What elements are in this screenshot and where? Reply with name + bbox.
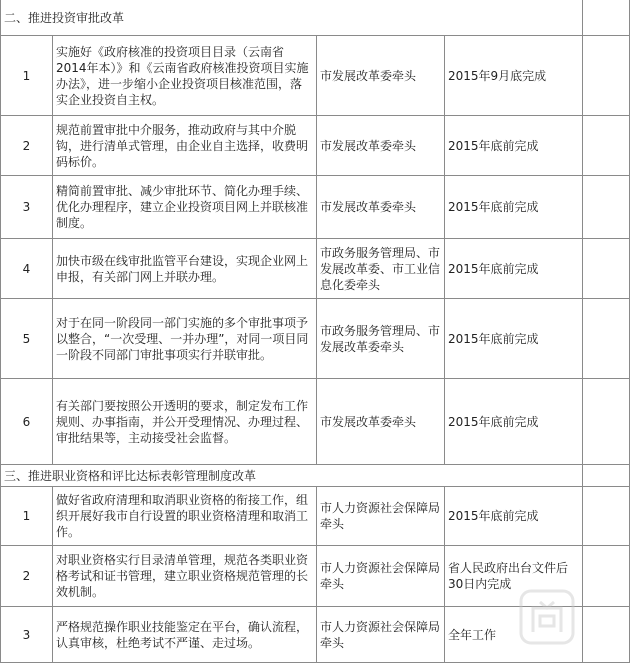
table-row xyxy=(1,116,630,176)
responsible-dept: 市政务服务管理局、市发展改革委牵头 xyxy=(317,299,445,379)
task-text: 对于在同一阶段同一部门实施的多个审批事项予以整合，“一次受理、一并办理”，对同一项目同一阶段不同部门审批事项实行并联审批。 xyxy=(53,299,317,379)
table-row xyxy=(1,36,630,116)
row-number: 5 xyxy=(1,299,53,379)
empty-cell xyxy=(583,116,630,176)
empty-cell xyxy=(583,36,630,116)
deadline: 2015年底前完成 xyxy=(445,299,583,379)
responsible-dept: 市人力资源社会保障局牵头 xyxy=(317,487,445,546)
responsible-dept: 市人力资源社会保障局牵头 xyxy=(317,607,445,663)
table-row xyxy=(1,299,630,379)
task-text: 严格规范操作职业技能鉴定在平台，确认流程，认真审核，杜绝考试不严谨、走过场。 xyxy=(53,607,317,663)
responsible-dept: 市发展改革委牵头 xyxy=(317,379,445,465)
responsible-dept: 市发展改革委牵头 xyxy=(317,36,445,116)
empty-cell xyxy=(583,0,630,36)
empty-cell xyxy=(583,299,630,379)
table-row xyxy=(1,239,630,299)
deadline: 2015年底前完成 xyxy=(445,116,583,176)
row-number: 6 xyxy=(1,379,53,465)
empty-cell xyxy=(583,379,630,465)
responsible-dept: 市人力资源社会保障局牵头 xyxy=(317,546,445,607)
section-title: 三、推进职业资格和评比达标表彰管理制度改革 xyxy=(1,465,583,487)
section-title: 二、推进投资审批改革 xyxy=(1,0,583,36)
deadline: 全年工作 xyxy=(445,607,583,663)
empty-cell xyxy=(583,487,630,546)
row-number: 2 xyxy=(1,546,53,607)
row-number: 2 xyxy=(1,116,53,176)
row-number: 4 xyxy=(1,239,53,299)
task-text: 做好省政府清理和取消职业资格的衔接工作，组织开展好我市自行设置的职业资格清理和取消工作。 xyxy=(53,487,317,546)
section-header-row xyxy=(1,465,630,487)
task-text: 规范前置审批中介服务，推动政府与其中介脱钩，进行清单式管理，由企业自主选择，收费明码标价。 xyxy=(53,116,317,176)
empty-cell xyxy=(583,176,630,239)
row-number: 3 xyxy=(1,176,53,239)
responsible-dept: 市政务服务管理局、市发展改革委、市工业信息化委牵头 xyxy=(317,239,445,299)
responsible-dept: 市发展改革委牵头 xyxy=(317,176,445,239)
table-row xyxy=(1,176,630,239)
task-text: 加快市级在线审批监管平台建设，实现企业网上申报，有关部门网上并联办理。 xyxy=(53,239,317,299)
deadline: 省人民政府出台文件后30日内完成 xyxy=(445,546,583,607)
deadline: 2015年底前完成 xyxy=(445,176,583,239)
task-text: 有关部门要按照公开透明的要求，制定发布工作规则、办事指南，并公开受理情况、办理过程、审批结果等，主动接受社会监督。 xyxy=(53,379,317,465)
empty-cell xyxy=(583,465,630,487)
deadline: 2015年底前完成 xyxy=(445,379,583,465)
empty-cell xyxy=(583,546,630,607)
table-row xyxy=(1,487,630,546)
responsible-dept: 市发展改革委牵头 xyxy=(317,116,445,176)
deadline: 2015年底前完成 xyxy=(445,239,583,299)
row-number: 3 xyxy=(1,607,53,663)
empty-cell xyxy=(583,607,630,663)
task-text: 精简前置审批、减少审批环节、简化办理手续、优化办理程序，建立企业投资项目网上并联核准制度。 xyxy=(53,176,317,239)
row-number: 1 xyxy=(1,36,53,116)
empty-cell xyxy=(583,239,630,299)
row-number: 1 xyxy=(1,487,53,546)
deadline: 2015年底前完成 xyxy=(445,487,583,546)
section-header-row xyxy=(1,0,630,36)
watermark-logo-icon xyxy=(518,588,576,646)
task-text: 对职业资格实行目录清单管理，规范各类职业资格考试和证书管理，建立职业资格规范管理的长效机制。 xyxy=(53,546,317,607)
table-row xyxy=(1,379,630,465)
task-text: 实施好《政府核准的投资项目目录（云南省2014年本）》和《云南省政府核准投资项目实施办法》，进一步缩小企业投资项目核准范围，落实企业投资自主权。 xyxy=(53,36,317,116)
deadline: 2015年9月底完成 xyxy=(445,36,583,116)
